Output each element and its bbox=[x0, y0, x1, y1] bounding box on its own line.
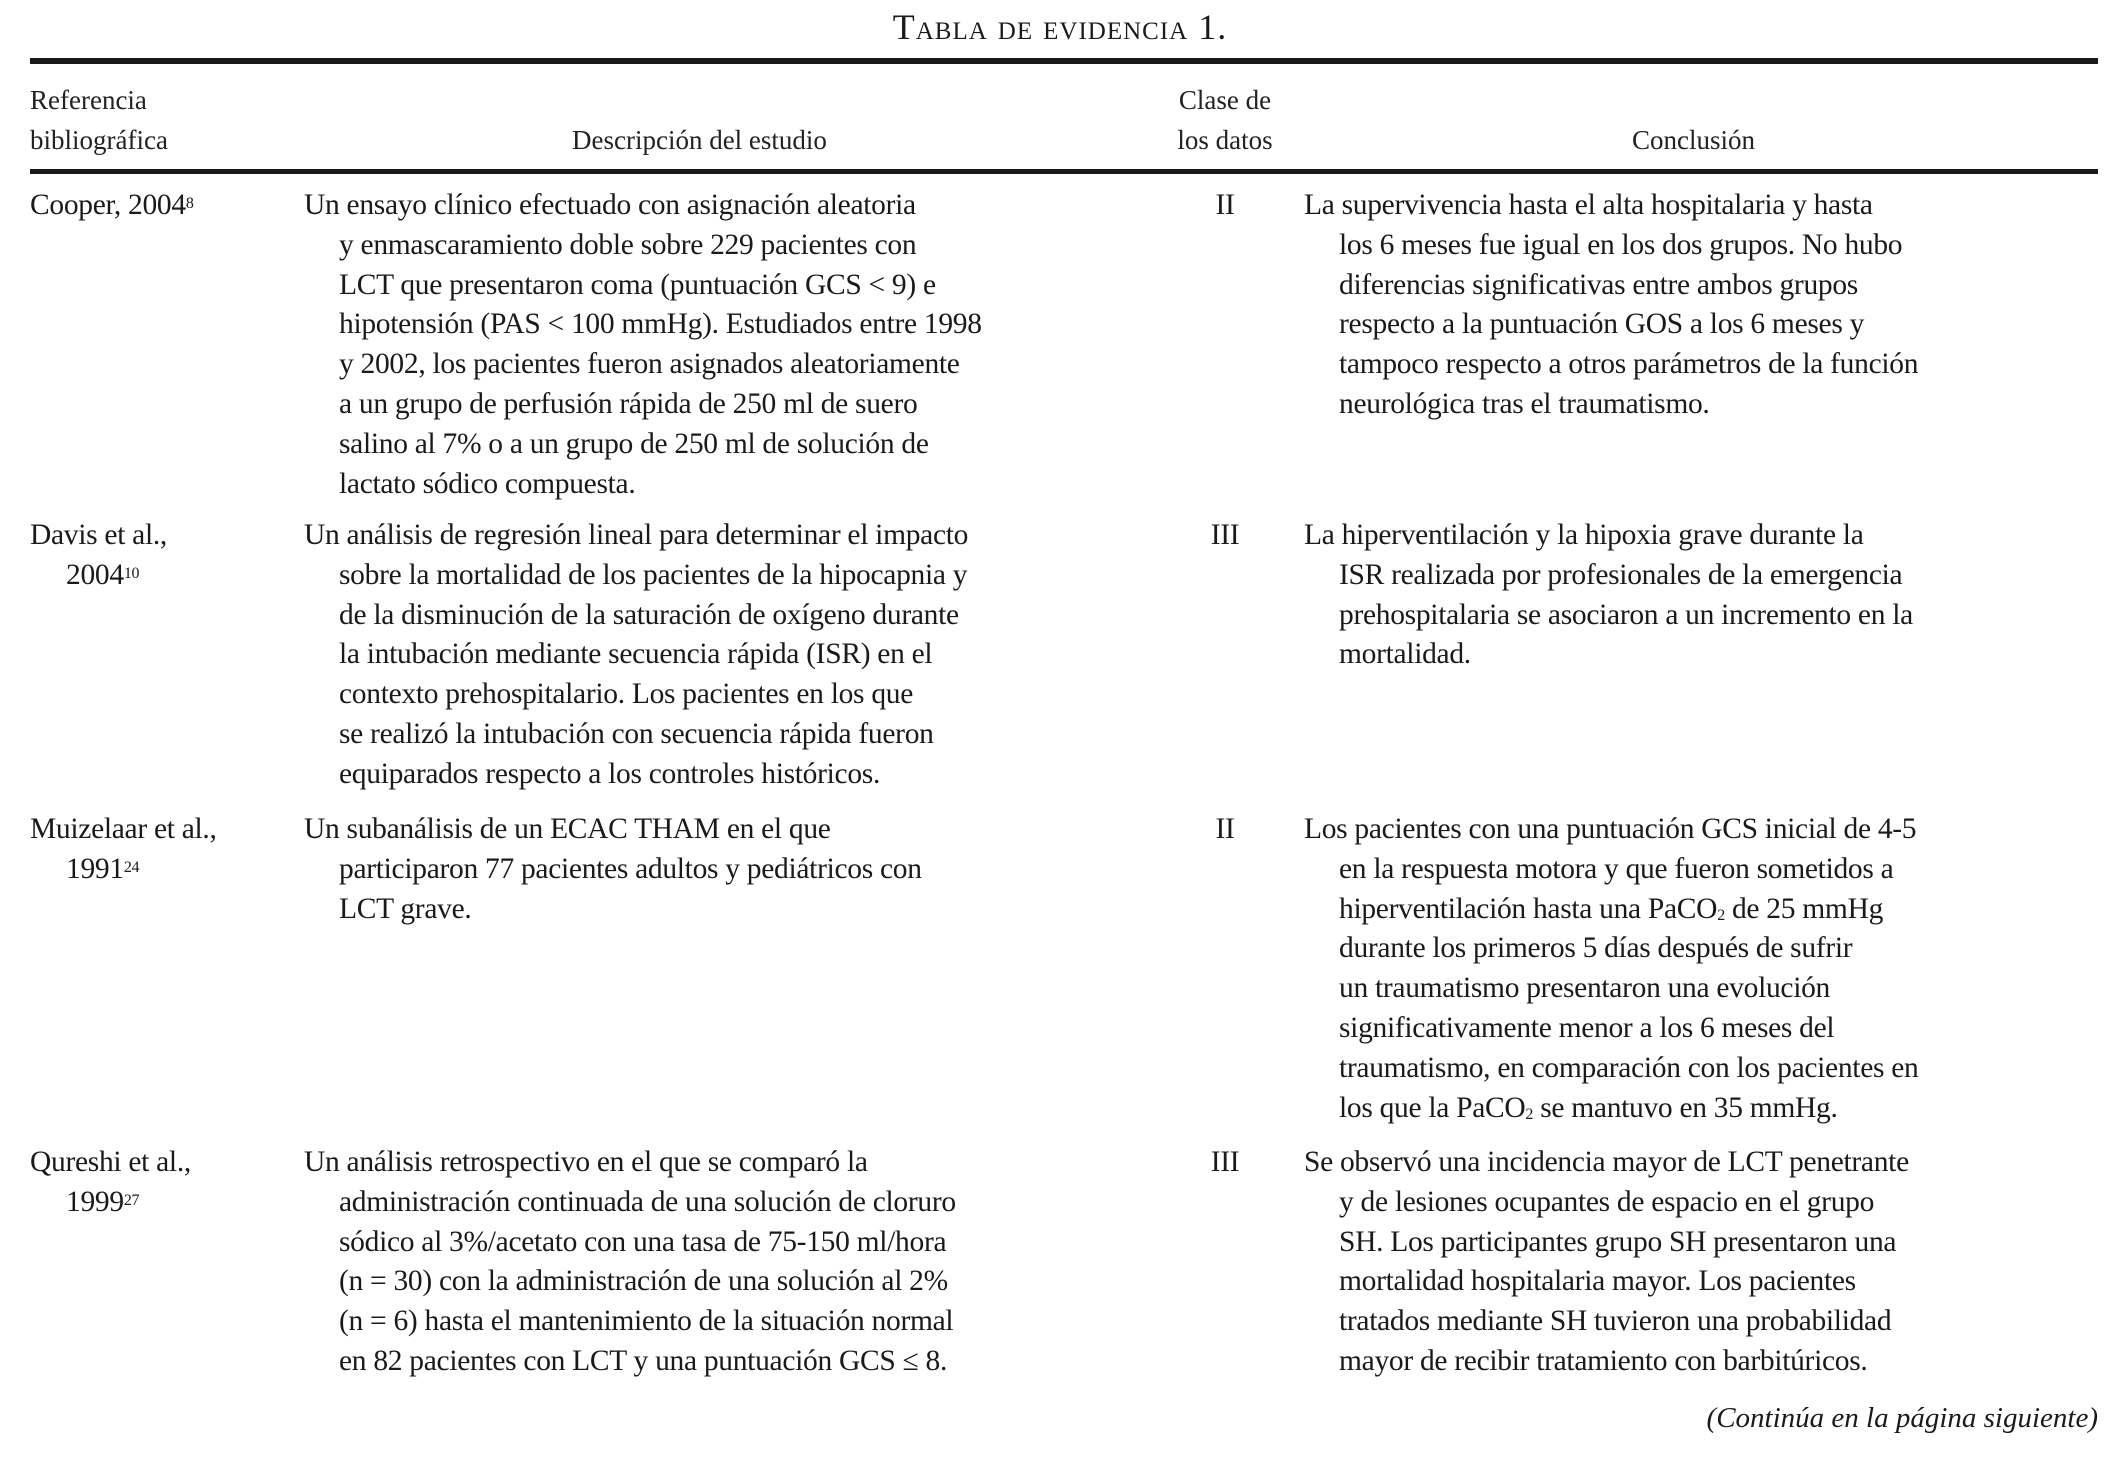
reference-author: Cooper, 2004$^8$ bbox=[30, 189, 194, 221]
description-cell-line: Un ensayo clínico efectuado con asignación aleatoria bbox=[304, 189, 916, 221]
description-cell-line: de la disminución de la saturación de oxígeno durante bbox=[339, 598, 959, 631]
conclusion-cell-line: La supervivencia hasta el alta hospitalaria y hasta bbox=[1304, 189, 1873, 221]
reference-author: Davis et al., bbox=[30, 519, 168, 551]
header-description: Descripción del estudio bbox=[572, 125, 827, 155]
description-cell bbox=[304, 810, 1154, 929]
header-class-line2: los datos bbox=[1177, 125, 1273, 155]
reference-year: 1999$^{27}$ bbox=[66, 1185, 140, 1218]
description-cell-line: LCT grave. bbox=[339, 892, 472, 925]
description-cell-line: salino al 7% o a un grupo de 250 ml de solución de bbox=[339, 427, 929, 460]
data-class-cell: III bbox=[1210, 1146, 1240, 1178]
data-class-cell: II bbox=[1215, 189, 1235, 221]
description-cell-line: y enmascaramiento doble sobre 229 pacientes con bbox=[339, 228, 917, 261]
header-reference-line1: Referencia bbox=[30, 85, 147, 115]
description-cell bbox=[304, 186, 1154, 504]
conclusion-cell-line: hiperventilación hasta una PaCO$_2$ de 25 mmHg bbox=[1339, 892, 1884, 925]
description-cell-line: administración continuada de una solución de cloruro bbox=[339, 1185, 956, 1218]
conclusion-cell-line: diferencias significativas entre ambos grupos bbox=[1339, 268, 1858, 301]
description-cell-line: y 2002, los pacientes fueron asignados aleatoriamente bbox=[339, 348, 960, 381]
header-rule bbox=[30, 169, 2098, 174]
description-cell-line: a un grupo de perfusión rápida de 250 ml de suero bbox=[339, 387, 918, 420]
conclusion-cell-line: SH. Los participantes grupo SH presentaron una bbox=[1339, 1225, 1897, 1258]
description-cell-line: contexto prehospitalario. Los pacientes en los que bbox=[339, 678, 914, 711]
conclusion-cell-line: los que la PaCO$_2$ se mantuvo en 35 mmHg. bbox=[1339, 1091, 1838, 1124]
header-class-line1: Clase de bbox=[1178, 85, 1272, 115]
conclusion-cell-line: en la respuesta motora y que fueron sometidos a bbox=[1339, 852, 1894, 885]
description-cell bbox=[304, 1143, 1154, 1382]
continuation-note: (Continúa en la página siguiente) bbox=[1706, 1402, 2098, 1434]
description-cell-line: lactato sódico compuesta. bbox=[339, 467, 636, 500]
description-cell-line: se realizó la intubación con secuencia rápida fueron bbox=[339, 717, 934, 750]
data-class-cell: III bbox=[1210, 519, 1240, 551]
conclusion-cell-line: respecto a la puntuación GOS a los 6 meses y bbox=[1339, 308, 1865, 341]
conclusion-cell bbox=[1304, 1143, 2094, 1382]
description-cell-line: equiparados respecto a los controles históricos. bbox=[339, 757, 881, 790]
reference-year: 1991$^{24}$ bbox=[66, 852, 140, 885]
conclusion-cell bbox=[1304, 810, 2094, 1128]
description-cell bbox=[304, 516, 1154, 795]
conclusion-cell-line: prehospitalaria se asociaron a un incremento en la bbox=[1339, 598, 1913, 631]
conclusion-cell-line: La hiperventilación y la hipoxia grave durante la bbox=[1304, 519, 1864, 551]
conclusion-cell bbox=[1304, 186, 2094, 425]
data-class-cell: II bbox=[1215, 813, 1235, 845]
description-cell-line: Un análisis retrospectivo en el que se comparó la bbox=[304, 1146, 868, 1178]
reference-cell bbox=[30, 1143, 280, 1223]
description-cell-line: sobre la mortalidad de los pacientes de la hipocapnia y bbox=[339, 558, 968, 591]
reference-cell bbox=[30, 810, 280, 890]
reference-year: 2004$^{10}$ bbox=[66, 558, 140, 591]
description-cell-line: sódico al 3%/acetato con una tasa de 75-150 ml/hora bbox=[339, 1225, 947, 1258]
description-cell-line: (n = 30) con la administración de una solución al 2% bbox=[339, 1265, 948, 1298]
conclusion-cell-line: y de lesiones ocupantes de espacio en el grupo bbox=[1339, 1185, 1875, 1218]
reference-cell bbox=[30, 516, 280, 596]
reference-author: Muizelaar et al., bbox=[30, 813, 217, 845]
header-data-class bbox=[1165, 80, 1285, 160]
conclusion-cell-line: tratados mediante SH tuvieron una probabilidad bbox=[1339, 1305, 1892, 1338]
conclusion-cell-line: significativamente menor a los 6 meses del bbox=[1339, 1011, 1835, 1044]
conclusion-cell-line: ISR realizada por profesionales de la emergencia bbox=[1339, 558, 1903, 591]
conclusion-cell-line: Se observó una incidencia mayor de LCT penetrante bbox=[1304, 1146, 1909, 1178]
header-reference-line2: bibliográfica bbox=[30, 125, 168, 155]
description-cell-line: la intubación mediante secuencia rápida (ISR) en el bbox=[339, 638, 933, 671]
table-title: Tabla de evidencia 1. bbox=[892, 7, 1228, 47]
conclusion-cell-line: durante los primeros 5 días después de sufrir bbox=[1339, 932, 1853, 965]
reference-cell bbox=[30, 186, 280, 226]
conclusion-cell-line: mortalidad. bbox=[1339, 638, 1471, 671]
description-cell-line: Un análisis de regresión lineal para determinar el impacto bbox=[304, 519, 969, 551]
conclusion-cell-line: un traumatismo presentaron una evolución bbox=[1339, 972, 1830, 1005]
header-reference bbox=[30, 80, 168, 160]
conclusion-cell-line: tampoco respecto a otros parámetros de la función bbox=[1339, 348, 1919, 381]
reference-author: Qureshi et al., bbox=[30, 1146, 191, 1178]
conclusion-cell-line: mayor de recibir tratamiento con barbitúricos. bbox=[1339, 1344, 1868, 1377]
description-cell-line: (n = 6) hasta el mantenimiento de la situación normal bbox=[339, 1305, 954, 1338]
description-cell-line: Un subanálisis de un ECAC THAM en el que bbox=[304, 813, 831, 845]
conclusion-cell-line: Los pacientes con una puntuación GCS inicial de 4-5 bbox=[1304, 813, 1917, 845]
description-cell-line: en 82 pacientes con LCT y una puntuación GCS ≤ 8. bbox=[339, 1344, 948, 1377]
header-conclusion: Conclusión bbox=[1632, 125, 1756, 155]
conclusion-cell-line: mortalidad hospitalaria mayor. Los pacientes bbox=[1339, 1265, 1856, 1298]
description-cell-line: LCT que presentaron coma (puntuación GCS < 9) e bbox=[339, 268, 936, 301]
conclusion-cell bbox=[1304, 516, 2094, 675]
conclusion-cell-line: traumatismo, en comparación con los pacientes en bbox=[1339, 1051, 1919, 1084]
top-rule bbox=[30, 58, 2098, 64]
conclusion-cell-line: neurológica tras el traumatismo. bbox=[1339, 387, 1710, 420]
description-cell-line: participaron 77 pacientes adultos y pediátricos con bbox=[339, 852, 922, 885]
conclusion-cell-line: los 6 meses fue igual en los dos grupos. No hubo bbox=[1339, 228, 1903, 261]
description-cell-line: hipotensión (PAS < 100 mmHg). Estudiados entre 1998 bbox=[339, 308, 982, 341]
